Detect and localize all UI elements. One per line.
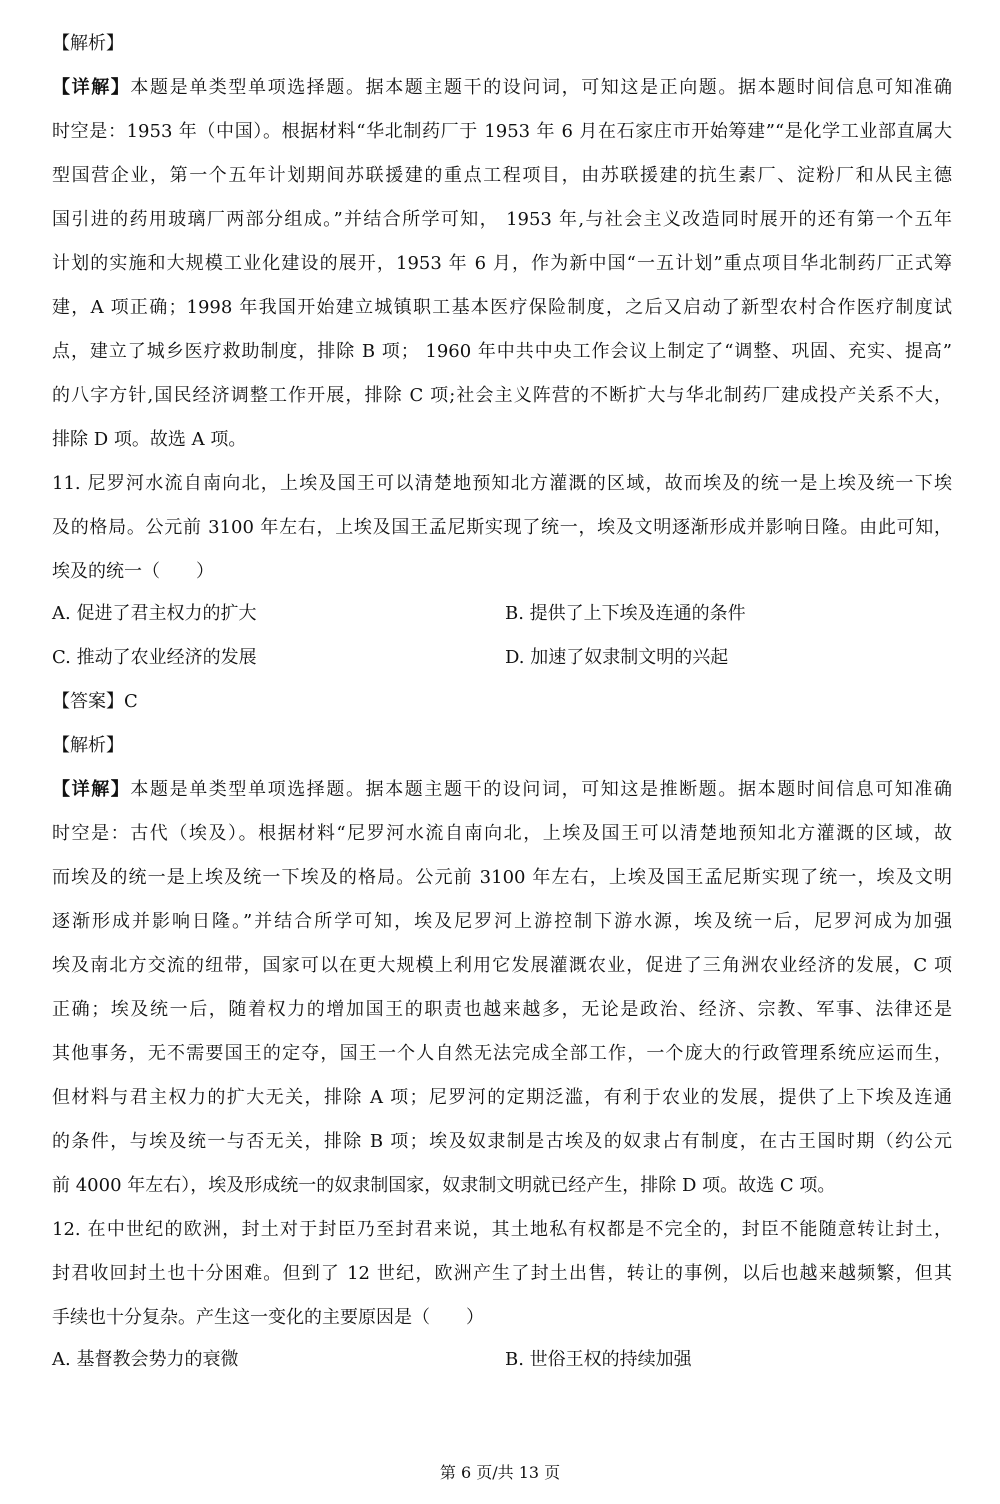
explanation-line — [52, 778, 952, 802]
analysis-label: 【解析】 — [52, 33, 124, 54]
option-b: B. 提供了上下埃及连通的条件 — [505, 603, 746, 624]
explanation-line: 时空是：1953 年（中国）。根据材料“华北制药厂于 1953 年 6 月在石家庄市开始筹建”“是化学工业部直属大 — [52, 121, 952, 142]
explanation-line: 的八字方针,国民经济调整工作开展，排除 C 项;社会主义阵营的不断扩大与华北制药厂建成投产关系不大， — [52, 385, 952, 406]
option-a: A. 促进了君主权力的扩大 — [52, 603, 257, 624]
explanation-line: 的条件，与埃及统一与否无关，排除 B 项；埃及奴隶制是古埃及的奴隶占有制度，在古王国时期（约公元 — [52, 1131, 952, 1152]
option-c: C. 推动了农业经济的发展 — [52, 647, 257, 668]
option-a: A. 基督教会势力的衰微 — [52, 1349, 239, 1370]
explanation-line: 点，建立了城乡医疗救助制度，排除 B 项； 1960 年中共中央工作会议上制定了“调整、巩固、充实、提高” — [52, 341, 952, 362]
explanation-line: 正确；埃及统一后，随着权力的增加国王的职责也越来越多，无论是政治、经济、宗教、军事、法律还是 — [52, 999, 952, 1020]
explanation-line: 逐渐形成并影响日隆。”并结合所学可知，埃及尼罗河上游控制下游水源，埃及统一后，尼罗河成为加强 — [52, 911, 952, 932]
explanation-line: 排除 D 项。故选 A 项。 — [52, 429, 247, 450]
detail-label: 【详解】 — [52, 779, 131, 800]
explanation-line: 计划的实施和大规模工业化建设的展开，1953 年 6 月，作为新中国“一五计划”重点项目华北制药厂正式筹 — [52, 253, 952, 274]
page-footer: 第 6 页/共 13 页 — [439, 1463, 561, 1482]
explanation-line: 型国营企业，第一个五年计划期间苏联援建的重点工程项目，由苏联援建的抗生素厂、淀粉厂和从民主德 — [52, 165, 952, 186]
explanation-line: 而埃及的统一是上埃及统一下埃及的格局。公元前 3100 年左右，上埃及国王孟尼斯实现了统一，埃及文明 — [52, 867, 952, 888]
question-11-stem: 11. 尼罗河水流自南向北，上埃及国王可以清楚地预知北方灌溉的区域，故而埃及的统一是上埃及统一下埃 — [52, 473, 952, 494]
explanation-line: 埃及南北方交流的纽带，国家可以在更大规模上利用它发展灌溉农业，促进了三角洲农业经济的发展，C 项 — [52, 955, 952, 976]
option-d: D. 加速了奴隶制文明的兴起 — [505, 647, 729, 668]
question-12-stem: 封君收回封土也十分困难。但到了 12 世纪，欧洲产生了封土出售，转让的事例，以后也越来越频繁，但其 — [52, 1263, 952, 1284]
detail-label: 【详解】 — [52, 77, 131, 98]
explanation-text: 本题是单类型单项选择题。据本题主题干的设问词，可知这是正向题。据本题时间信息可知准确 — [130, 77, 952, 98]
explanation-line: 但材料与君主权力的扩大无关，排除 A 项；尼罗河的定期泛滥，有利于农业的发展，提供了上下埃及连通 — [52, 1087, 952, 1108]
explanation-line: 前 4000 年左右），埃及形成统一的奴隶制国家，奴隶制文明就已经产生，排除 D 项。故选 C 项。 — [52, 1175, 836, 1196]
explanation-line — [52, 76, 952, 100]
analysis-label: 【解析】 — [52, 735, 124, 756]
explanation-line: 时空是：古代（埃及）。根据材料“尼罗河水流自南向北，上埃及国王可以清楚地预知北方灌溉的区域，故 — [52, 823, 952, 844]
explanation-line: 建，A 项正确；1998 年我国开始建立城镇职工基本医疗保险制度，之后又启动了新型农村合作医疗制度试 — [52, 297, 952, 318]
option-b: B. 世俗王权的持续加强 — [505, 1349, 692, 1370]
question-12-stem: 12. 在中世纪的欧洲，封土对于封臣乃至封君来说，其土地私有权都是不完全的，封臣不能随意转让封土， — [52, 1219, 952, 1240]
question-11-stem: 及的格局。公元前 3100 年左右，上埃及国王孟尼斯实现了统一，埃及文明逐渐形成并影响日隆。由此可知， — [52, 517, 952, 538]
question-11-stem: 埃及的统一（ ） — [52, 561, 214, 582]
explanation-line: 国引进的药用玻璃厂两部分组成。”并结合所学可知， 1953 年,与社会主义改造同时展开的还有第一个五年 — [52, 209, 952, 230]
explanation-line: 其他事务，无不需要国王的定夺，国王一个人自然无法完成全部工作，一个庞大的行政管理系统应运而生， — [52, 1043, 952, 1064]
question-12-stem: 手续也十分复杂。产生这一变化的主要原因是（ ） — [52, 1307, 484, 1328]
answer-label: 【答案】C — [52, 691, 138, 712]
explanation-text: 本题是单类型单项选择题。据本题主题干的设问词，可知这是推断题。据本题时间信息可知准确 — [130, 779, 952, 800]
